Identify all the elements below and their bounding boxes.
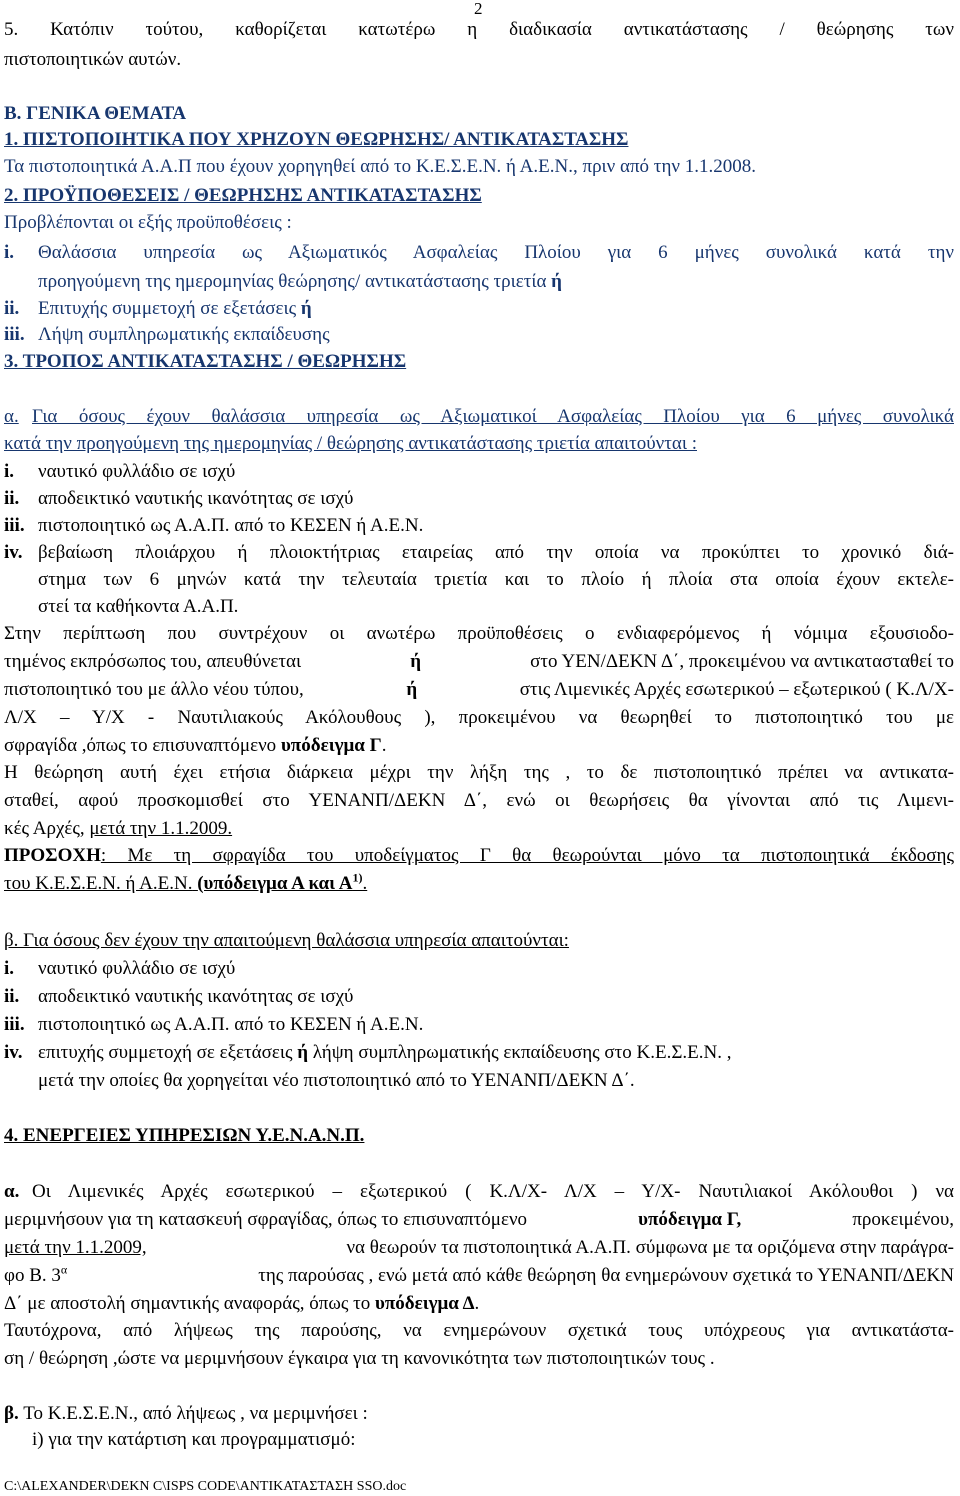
s1-text: Τα πιστοποιητικά Α.Α.Π που έχουν χορηγηθεί από το Κ.Ε.Σ.Ε.Ν. ή Α.Ε.Ν., πριν από την 1.1.2008. bbox=[4, 156, 756, 177]
s4a-line1: Οι Λιμενικές Αρχές εσωτερικού – εξωτερικού ( Κ.Λ/Χ- Λ/Χ – Υ/Χ- Ναυτιλιακοί Ακόλουθοι ) να bbox=[32, 1181, 954, 1202]
para1-line2c: στο ΥΕΝ/ΔΕΚΝ Δ΄, προκειμένου να αντικατασταθεί το bbox=[530, 651, 954, 672]
para1-line5b: υπόδειγμα Γ bbox=[280, 735, 382, 756]
attention-label: ΠΡΟΣΟΧΗ bbox=[4, 845, 101, 866]
s4b-line2: i) για την κατάρτιση και προγραμματισμό: bbox=[32, 1429, 356, 1450]
s4a-line4a-wrap bbox=[4, 1264, 67, 1288]
s4a-line3 bbox=[4, 1236, 954, 1260]
s4b-line1 bbox=[4, 1402, 368, 1426]
para1-line4: Λ/Χ – Υ/Χ - Ναυτιλιακούς Ακόλουθους ), προκειμένου να θεωρηθεί το πιστοποιητικό του με bbox=[4, 707, 954, 728]
s4a-line4 bbox=[4, 1264, 954, 1288]
s2-item-1-line1: Θαλάσσια υπηρεσία ως Αξιωματικός Ασφαλείας Πλοίου για 6 μήνες συνολικά κατά την bbox=[38, 242, 954, 263]
s1-heading: 1. ΠΙΣΤΟΠΟΙΗΤΙΚΑ ΠΟΥ ΧΡΗΖΟΥΝ ΘΕΩΡΗΣΗΣ/ ΑΝΤΙΚΑΤΑΣΤΑΣΗΣ bbox=[4, 129, 629, 150]
alpha-item-1 bbox=[4, 460, 235, 484]
s4a-line4-sup: α bbox=[60, 1262, 68, 1277]
alpha-item-3 bbox=[4, 514, 423, 538]
item-number: iv. bbox=[4, 542, 23, 563]
item-number: iii. bbox=[4, 1014, 25, 1035]
beta-item-4-line1a: επιτυχής συμμετοχή σε εξετάσεις bbox=[38, 1042, 293, 1063]
item-number: ii. bbox=[4, 298, 20, 319]
alpha-line2: κατά την προηγούμενη της ημερομηνίας / θεώρησης αντικατάστασης τριετία απαιτούνται : bbox=[4, 433, 697, 454]
item-number: ii. bbox=[4, 986, 20, 1007]
para1-line2 bbox=[4, 650, 954, 674]
para2-line3 bbox=[4, 817, 232, 841]
s4a-line6: Ταυτόχρονα, από λήψεως της παρούσης, να ενημερώνουν σχετικά τους υπόχρεους για αντικατάστα- bbox=[4, 1320, 954, 1341]
item-number: i. bbox=[4, 958, 15, 979]
s4a-line2 bbox=[4, 1208, 954, 1232]
para1-line3b: ή bbox=[406, 679, 418, 700]
attention-sup: 1) bbox=[352, 870, 363, 885]
para2-line1: Η θεώρηση αυτή έχει ετήσια διάρκεια μέχρι την λήξη της , το δε πιστοποιητικό πρέπει να αντικατα- bbox=[4, 762, 954, 783]
s4a-line3a: μετά την 1.1.2009, bbox=[4, 1237, 147, 1258]
p5-line1: 5. Κατόπιν τούτου, καθορίζεται κατωτέρω η διαδικασία αντικατάστασης / θεώρησης των bbox=[4, 19, 954, 40]
attention-line2b: (υπόδειγμα Α και Α bbox=[197, 873, 353, 894]
para1-line5a: σφραγίδα ,όπως το επισυναπτόμενο bbox=[4, 735, 277, 756]
beta-item-4-line1c: λήψη συμπληρωματικής εκπαίδευσης στο Κ.Ε.Σ.Ε.Ν. , bbox=[312, 1042, 732, 1063]
item-number: i. bbox=[4, 242, 15, 263]
s2-intro: Προβλέπονται οι εξής προϋποθέσεις : bbox=[4, 212, 292, 233]
alpha-item-2 bbox=[4, 487, 353, 511]
item-number: i. bbox=[4, 461, 15, 482]
s2-item-1 bbox=[4, 241, 14, 265]
para1-line2b: ή bbox=[410, 651, 422, 672]
beta-item-2 bbox=[4, 985, 353, 1009]
para1-line2a: τημένος εκπρόσωπος του, απευθύνεται bbox=[4, 651, 302, 672]
attention-line2c: . bbox=[362, 873, 368, 894]
attention-line1 bbox=[4, 844, 954, 868]
beta-item-4-line1b: ή bbox=[297, 1042, 309, 1063]
alpha-item-4-line2: στημα των 6 μηνών κατά την τελευταία τριετία και το πλοίο ή πλοία στα οποία έχουν εκτελε- bbox=[38, 569, 954, 590]
attention-line2 bbox=[4, 872, 367, 896]
beta-item-2-text: αποδεικτικό ναυτικής ικανότητας σε ισχύ bbox=[38, 986, 354, 1007]
alpha-item-4-line3: στεί τα καθήκοντα Α.Α.Π. bbox=[38, 596, 239, 617]
alpha-item-2-text: αποδεικτικό ναυτικής ικανότητας σε ισχύ bbox=[38, 488, 354, 509]
para1-line5 bbox=[4, 734, 386, 758]
s4a-line3b: να θεωρούν τα πιστοποιητικά Α.Α.Π. σύμφωνα με τα οριζόμενα στην παράγρα- bbox=[346, 1237, 954, 1258]
s4b-line1-text: Το Κ.Ε.Σ.Ε.Ν., από λήψεως , να μεριμνήσει : bbox=[23, 1403, 368, 1424]
alpha-line1: Για όσους έχουν θαλάσσια υπηρεσία ως Αξιωματικοί Ασφαλείας Πλοίου για 6 μήνες συνολικά bbox=[32, 406, 954, 427]
beta-heading: β. Για όσους δεν έχουν την απαιτούμενη θαλάσσια υπηρεσία απαιτούνται: bbox=[4, 930, 569, 951]
beta-item-4-line2: μετά την οποίες θα χορηγείται νέο πιστοποιητικό από το ΥΕΝΑΝΠ/ΔΕΚΝ Δ΄. bbox=[38, 1070, 635, 1091]
section4-heading: 4. ΕΝΕΡΓΕΙΕΣ ΥΠΗΡΕΣΙΩΝ Υ.Ε.Ν.Α.Ν.Π. bbox=[4, 1125, 365, 1146]
para2-line3a: κές Αρχές, bbox=[4, 818, 85, 839]
beta-item-1 bbox=[4, 957, 235, 981]
beta-item-1-text: ναυτικό φυλλάδιο σε ισχύ bbox=[38, 958, 236, 979]
alpha-label: α. bbox=[4, 406, 19, 427]
page-number: 2 bbox=[474, 0, 483, 18]
s2-item-3 bbox=[4, 323, 330, 347]
s4a-line4b: της παρούσας , ενώ μετά από κάθε θεώρηση θα ενημερώνουν σχετικά το ΥΕΝΑΝΠ/ΔΕΚΝ bbox=[258, 1265, 954, 1286]
s4a-line5c: . bbox=[474, 1293, 480, 1314]
s2-item-3-text: Λήψη συμπληρωματικής εκπαίδευσης bbox=[38, 324, 330, 345]
s2-item-1-bold: ή bbox=[551, 271, 562, 292]
para1-line3 bbox=[4, 678, 954, 702]
s2-item-2 bbox=[4, 297, 312, 321]
alpha-item-3-text: πιστοποιητικό ως Α.Α.Π. από το ΚΕΣΕΝ ή Α.Ε.Ν. bbox=[38, 515, 424, 536]
beta-item-3 bbox=[4, 1013, 423, 1037]
s4a-line5a: Δ΄ με αποστολή σημαντικής αναφοράς, όπως το bbox=[4, 1293, 371, 1314]
s4a-line4a: φο Β. 3 bbox=[4, 1265, 61, 1286]
para1-line5c: . bbox=[381, 735, 387, 756]
attention-line2a: του Κ.Ε.Σ.Ε.Ν. ή Α.Ε.Ν. bbox=[4, 873, 193, 894]
p5-line2: πιστοποιητικών αυτών. bbox=[4, 49, 182, 70]
para2-line2: σταθεί, αφού προσκομισθεί στο ΥΕΝΑΝΠ/ΔΕΚΝ Δ΄, ενώ οι θεωρήσεις θα γίνονται από τις Λιμενι- bbox=[4, 790, 954, 811]
alpha-item-4-line1: βεβαίωση πλοιάρχου ή πλοιοκτήτριας εταιρείας από την οποία να προκύπτει το χρονικό διά- bbox=[38, 542, 954, 563]
s2-item-2-bold: ή bbox=[300, 298, 312, 319]
beta-item-4 bbox=[4, 1041, 732, 1065]
s2-item-1-text: προηγούμενη της ημερομηνίας θεώρησης/ αντικατάστασης τριετία bbox=[38, 271, 547, 292]
s4a-line2c: προκειμένου, bbox=[852, 1209, 954, 1230]
item-number: iii. bbox=[4, 515, 25, 536]
s2-item-2-text: Επιτυχής συμμετοχή σε εξετάσεις bbox=[38, 298, 297, 319]
item-number: iii. bbox=[4, 324, 25, 345]
s4a-line2b: υπόδειγμα Γ, bbox=[638, 1209, 742, 1230]
alpha-item-1-text: ναυτικό φυλλάδιο σε ισχύ bbox=[38, 461, 236, 482]
s4a-line2a: μεριμνήσουν για τη κατασκευή σφραγίδας, όπως το επισυναπτόμενο bbox=[4, 1209, 528, 1230]
s4a-line7: ση / θεώρηση ,ώστε να μεριμνήσουν έγκαιρα για τη κανονικότητα των πιστοποιητικών τους . bbox=[4, 1348, 715, 1369]
para2-line3b: μετά την 1.1.2009. bbox=[89, 818, 233, 839]
s3-heading: 3. ΤΡΟΠΟΣ ΑΝΤΙΚΑΤΑΣΤΑΣΗΣ / ΘΕΩΡΗΣΗΣ bbox=[4, 351, 407, 372]
s4a-label: α. bbox=[4, 1181, 20, 1202]
section-b-heading: Β. ΓΕΝΙΚΑ ΘΕΜΑΤΑ bbox=[4, 103, 187, 124]
s4a-line5 bbox=[4, 1292, 479, 1316]
para1-line1: Στην περίπτωση που συντρέχουν οι ανωτέρω προϋποθέσεις ο ενδιαφερόμενος ή νόμιμα εξουσιοδο- bbox=[4, 623, 954, 644]
para1-line3c: στις Λιμενικές Αρχές εσωτερικού – εξωτερικού ( Κ.Λ/Χ- bbox=[519, 679, 954, 700]
s2-item-1-line2 bbox=[38, 270, 562, 294]
para1-line3a: πιστοποιητικό του με άλλο νέου τύπου, bbox=[4, 679, 304, 700]
item-number: ii. bbox=[4, 488, 20, 509]
attention-text: : Με τη σφραγίδα του υποδείγματος Γ θα θεωρούνται μόνο τα πιστοποιητικά έκδοσης bbox=[100, 845, 954, 866]
item-number: iv. bbox=[4, 1042, 23, 1063]
beta-item-3-text: πιστοποιητικό ως Α.Α.Π. από το ΚΕΣΕΝ ή Α.Ε.Ν. bbox=[38, 1014, 424, 1035]
s4b-label: β. bbox=[4, 1403, 19, 1424]
s4a-line5b: υπόδειγμα Δ bbox=[375, 1293, 475, 1314]
s2-heading: 2. ΠΡΟΫΠΟΘΕΣΕΙΣ / ΘΕΩΡΗΣΗΣ ΑΝΤΙΚΑΤΑΣΤΑΣΗΣ bbox=[4, 185, 482, 206]
alpha-item-4-number bbox=[4, 541, 22, 565]
footer-path: C:\ALEXANDER\DEKN C\ISPS CODE\ΑΝΤΙΚΑΤΑΣΤΑΣΗ SSO.doc bbox=[4, 1479, 407, 1494]
